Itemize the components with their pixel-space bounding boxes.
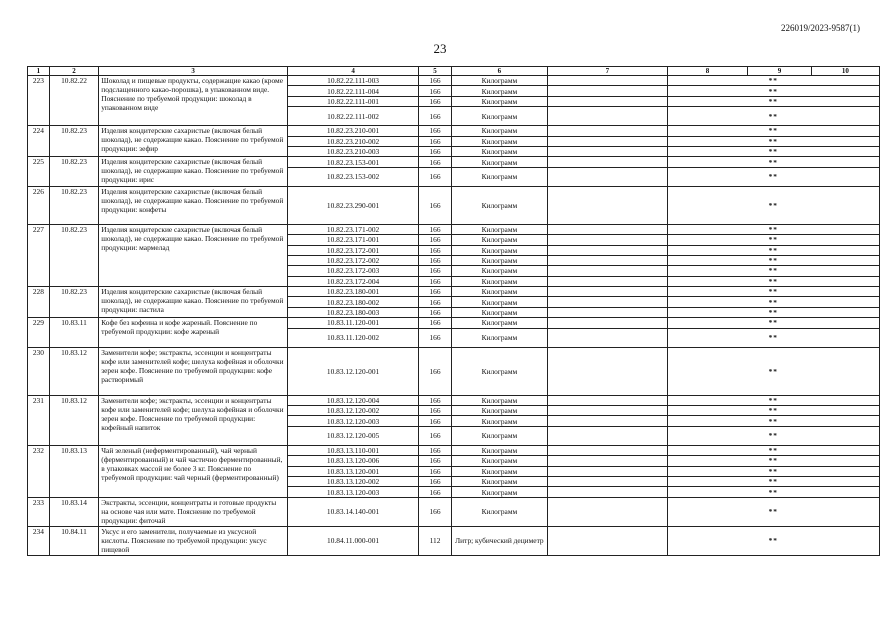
ktru-code-cell: 10.82.23.172-001 [287, 245, 418, 255]
unit-name-cell: Килограмм [451, 318, 547, 328]
unit-name-cell: Килограмм [451, 347, 547, 395]
product-description-cell: Заменители кофе; экстракты, эссенции и концентраты кофе или заменителей кофе; шелуха кофейная и оболочки зерен кофе. Пояснение по требуемой продукции: кофе растворимый [99, 347, 288, 395]
unit-name-cell: Литр; кубический дециметр [451, 526, 547, 555]
okei-code-cell: 166 [419, 126, 451, 136]
row-number-cell: 230 [28, 347, 50, 395]
column-header: 10 [811, 67, 879, 76]
ktru-code-cell: 10.83.13.120-003 [287, 487, 418, 497]
row-number-cell: 224 [28, 126, 50, 157]
empty-cell [548, 307, 668, 317]
empty-cell [548, 347, 668, 395]
empty-cell [548, 466, 668, 476]
mark-cell: ** [667, 466, 879, 476]
ktru-code-cell: 10.82.22.111-002 [287, 107, 418, 126]
mark-cell: ** [667, 456, 879, 466]
unit-name-cell: Килограмм [451, 328, 547, 347]
okei-code-cell: 166 [419, 235, 451, 245]
empty-cell [548, 126, 668, 136]
table-row [28, 126, 880, 136]
mark-cell: ** [667, 318, 879, 328]
unit-name-cell: Килограмм [451, 416, 547, 426]
empty-cell [548, 497, 668, 526]
mark-cell: ** [667, 328, 879, 347]
products-table [27, 66, 880, 556]
product-description-cell: Уксус и его заменители, получаемые из уксусной кислоты. Пояснение по требуемой продукции: уксус пищевой [99, 526, 288, 555]
product-description-cell: Кофе без кофеина и кофе жареный. Пояснение по требуемой продукции: кофе жареный [99, 318, 288, 347]
product-description-cell: Изделия кондитерские сахаристые (включая белый шоколад), не содержащие какао. Пояснение по требуемой продукции: конфеты [99, 186, 288, 224]
column-header: 3 [99, 67, 288, 76]
column-header: 7 [548, 67, 668, 76]
okei-code-cell: 166 [419, 224, 451, 234]
ktru-code-cell: 10.83.13.120-002 [287, 476, 418, 486]
column-header: 8 [667, 67, 748, 76]
okei-code-cell: 166 [419, 76, 451, 86]
okei-code-cell: 166 [419, 406, 451, 416]
ktru-code-cell: 10.82.23.153-002 [287, 167, 418, 186]
okpd-code-cell: 10.83.12 [49, 395, 98, 445]
table-body [28, 76, 880, 556]
ktru-code-cell: 10.82.23.171-001 [287, 235, 418, 245]
row-number-cell: 231 [28, 395, 50, 445]
mark-cell: ** [667, 255, 879, 265]
okei-code-cell: 166 [419, 287, 451, 297]
unit-name-cell: Килограмм [451, 395, 547, 405]
unit-name-cell: Килограмм [451, 126, 547, 136]
table-row [28, 186, 880, 224]
unit-name-cell: Килограмм [451, 245, 547, 255]
ktru-code-cell: 10.83.13.120-001 [287, 466, 418, 476]
ktru-code-cell: 10.82.23.180-002 [287, 297, 418, 307]
table-row [28, 395, 880, 405]
row-number-cell: 232 [28, 445, 50, 497]
ktru-code-cell: 10.82.23.290-001 [287, 186, 418, 224]
mark-cell: ** [667, 146, 879, 156]
mark-cell: ** [667, 297, 879, 307]
empty-cell [548, 395, 668, 405]
ktru-code-cell: 10.83.12.120-003 [287, 416, 418, 426]
empty-cell [548, 526, 668, 555]
empty-cell [548, 416, 668, 426]
okei-code-cell: 166 [419, 445, 451, 455]
okpd-code-cell: 10.82.23 [49, 287, 98, 318]
empty-cell [548, 245, 668, 255]
mark-cell: ** [667, 245, 879, 255]
product-description-cell: Заменители кофе; экстракты, эссенции и концентраты кофе или заменителей кофе; шелуха кофейная и оболочки зерен кофе. Пояснение по требуемой продукции: кофейный напиток [99, 395, 288, 445]
okei-code-cell: 166 [419, 276, 451, 286]
unit-name-cell: Килограмм [451, 96, 547, 106]
empty-cell [548, 224, 668, 234]
unit-name-cell: Килограмм [451, 466, 547, 476]
okei-code-cell: 166 [419, 416, 451, 426]
okpd-code-cell: 10.82.23 [49, 186, 98, 224]
unit-name-cell: Килограмм [451, 255, 547, 265]
unit-name-cell: Килограмм [451, 456, 547, 466]
empty-cell [548, 136, 668, 146]
ktru-code-cell: 10.83.12.120-004 [287, 395, 418, 405]
mark-cell: ** [667, 287, 879, 297]
okei-code-cell: 166 [419, 107, 451, 126]
unit-name-cell: Килограмм [451, 235, 547, 245]
empty-cell [548, 487, 668, 497]
ktru-code-cell: 10.83.11.120-001 [287, 318, 418, 328]
empty-cell [548, 96, 668, 106]
empty-cell [548, 456, 668, 466]
unit-name-cell: Килограмм [451, 167, 547, 186]
row-number-cell: 233 [28, 497, 50, 526]
table-row [28, 287, 880, 297]
okei-code-cell: 166 [419, 266, 451, 276]
empty-cell [548, 157, 668, 167]
mark-cell: ** [667, 136, 879, 146]
row-number-cell: 228 [28, 287, 50, 318]
product-description-cell: Изделия кондитерские сахаристые (включая белый шоколад), не содержащие какао. Пояснение по требуемой продукции: мармелад [99, 224, 288, 286]
okei-code-cell: 166 [419, 307, 451, 317]
mark-cell: ** [667, 266, 879, 276]
ktru-code-cell: 10.83.13.110-001 [287, 445, 418, 455]
row-number-cell: 229 [28, 318, 50, 347]
product-description-cell: Изделия кондитерские сахаристые (включая белый шоколад), не содержащие какао. Пояснение по требуемой продукции: зефир [99, 126, 288, 157]
okpd-code-cell: 10.83.13 [49, 445, 98, 497]
okei-code-cell: 166 [419, 167, 451, 186]
table-row [28, 347, 880, 395]
row-number-cell: 234 [28, 526, 50, 555]
ktru-code-cell: 10.83.14.140-001 [287, 497, 418, 526]
empty-cell [548, 426, 668, 445]
okei-code-cell: 166 [419, 318, 451, 328]
okei-code-cell: 166 [419, 86, 451, 96]
okei-code-cell: 166 [419, 136, 451, 146]
mark-cell: ** [667, 395, 879, 405]
product-description-cell: Шоколад и пищевые продукты, содержащие какао (кроме подслащенного какао-порошка), в упакованном виде. Пояснение по требуемой продукции: шоколад в упакованном виде [99, 76, 288, 126]
table-row [28, 157, 880, 167]
ktru-code-cell: 10.82.23.210-003 [287, 146, 418, 156]
ktru-code-cell: 10.83.11.120-002 [287, 328, 418, 347]
product-description-cell: Изделия кондитерские сахаристые (включая белый шоколад), не содержащие какао. Пояснение по требуемой продукции: ирис [99, 157, 288, 186]
mark-cell: ** [667, 107, 879, 126]
ktru-code-cell: 10.82.22.111-003 [287, 76, 418, 86]
column-header: 6 [451, 67, 547, 76]
okei-code-cell: 166 [419, 476, 451, 486]
okei-code-cell: 166 [419, 328, 451, 347]
okei-code-cell: 166 [419, 426, 451, 445]
unit-name-cell: Килограмм [451, 76, 547, 86]
table-row [28, 526, 880, 555]
product-description-cell: Изделия кондитерские сахаристые (включая белый шоколад), не содержащие какао. Пояснение по требуемой продукции: пастила [99, 287, 288, 318]
unit-name-cell: Килограмм [451, 445, 547, 455]
unit-name-cell: Килограмм [451, 224, 547, 234]
okei-code-cell: 166 [419, 255, 451, 265]
okei-code-cell: 166 [419, 395, 451, 405]
row-number-cell: 226 [28, 186, 50, 224]
mark-cell: ** [667, 167, 879, 186]
mark-cell: ** [667, 96, 879, 106]
unit-name-cell: Килограмм [451, 266, 547, 276]
column-header: 2 [49, 67, 98, 76]
row-number-cell: 227 [28, 224, 50, 286]
ktru-code-cell: 10.82.23.180-001 [287, 287, 418, 297]
unit-name-cell: Килограмм [451, 476, 547, 486]
row-number-cell: 223 [28, 76, 50, 126]
mark-cell: ** [667, 445, 879, 455]
mark-cell: ** [667, 235, 879, 245]
okei-code-cell: 166 [419, 456, 451, 466]
column-header: 5 [419, 67, 451, 76]
mark-cell: ** [667, 86, 879, 96]
empty-cell [548, 146, 668, 156]
okpd-code-cell: 10.83.14 [49, 497, 98, 526]
mark-cell: ** [667, 347, 879, 395]
table-row [28, 76, 880, 86]
okei-code-cell: 166 [419, 466, 451, 476]
okei-code-cell: 166 [419, 245, 451, 255]
okei-code-cell: 112 [419, 526, 451, 555]
unit-name-cell: Килограмм [451, 186, 547, 224]
ktru-code-cell: 10.83.12.120-002 [287, 406, 418, 416]
column-header: 1 [28, 67, 50, 76]
table-row [28, 497, 880, 526]
unit-name-cell: Килограмм [451, 107, 547, 126]
mark-cell: ** [667, 526, 879, 555]
row-number-cell: 225 [28, 157, 50, 186]
mark-cell: ** [667, 487, 879, 497]
empty-cell [548, 406, 668, 416]
mark-cell: ** [667, 426, 879, 445]
empty-cell [548, 235, 668, 245]
empty-cell [548, 107, 668, 126]
ktru-code-cell: 10.82.23.171-002 [287, 224, 418, 234]
ktru-code-cell: 10.83.12.120-005 [287, 426, 418, 445]
unit-name-cell: Килограмм [451, 136, 547, 146]
mark-cell: ** [667, 276, 879, 286]
ktru-code-cell: 10.83.13.120-006 [287, 456, 418, 466]
mark-cell: ** [667, 416, 879, 426]
empty-cell [548, 186, 668, 224]
okei-code-cell: 166 [419, 497, 451, 526]
unit-name-cell: Килограмм [451, 276, 547, 286]
empty-cell [548, 276, 668, 286]
okei-code-cell: 166 [419, 297, 451, 307]
mark-cell: ** [667, 307, 879, 317]
unit-name-cell: Килограмм [451, 487, 547, 497]
unit-name-cell: Килограмм [451, 497, 547, 526]
unit-name-cell: Килограмм [451, 86, 547, 96]
unit-name-cell: Килограмм [451, 426, 547, 445]
okpd-code-cell: 10.82.23 [49, 157, 98, 186]
unit-name-cell: Килограмм [451, 287, 547, 297]
empty-cell [548, 297, 668, 307]
ktru-code-cell: 10.82.23.153-001 [287, 157, 418, 167]
unit-name-cell: Килограмм [451, 406, 547, 416]
ktru-code-cell: 10.82.23.210-002 [287, 136, 418, 146]
mark-cell: ** [667, 186, 879, 224]
table-row [28, 318, 880, 328]
ktru-code-cell: 10.82.23.172-004 [287, 276, 418, 286]
mark-cell: ** [667, 497, 879, 526]
okei-code-cell: 166 [419, 186, 451, 224]
empty-cell [548, 266, 668, 276]
table-row [28, 224, 880, 234]
okpd-code-cell: 10.82.22 [49, 76, 98, 126]
ktru-code-cell: 10.82.23.172-003 [287, 266, 418, 276]
header-row [28, 67, 880, 76]
okei-code-cell: 166 [419, 347, 451, 395]
mark-cell: ** [667, 76, 879, 86]
empty-cell [548, 328, 668, 347]
table-row [28, 445, 880, 455]
okpd-code-cell: 10.83.11 [49, 318, 98, 347]
mark-cell: ** [667, 476, 879, 486]
empty-cell [548, 445, 668, 455]
okei-code-cell: 166 [419, 157, 451, 167]
okpd-code-cell: 10.82.23 [49, 126, 98, 157]
mark-cell: ** [667, 157, 879, 167]
ktru-code-cell: 10.82.22.111-004 [287, 86, 418, 96]
okei-code-cell: 166 [419, 487, 451, 497]
mark-cell: ** [667, 224, 879, 234]
mark-cell: ** [667, 406, 879, 416]
column-header: 4 [287, 67, 418, 76]
ktru-code-cell: 10.82.23.210-001 [287, 126, 418, 136]
document-number: 226019/2023-9587(1) [781, 23, 860, 33]
empty-cell [548, 476, 668, 486]
page-number: 23 [433, 41, 447, 56]
unit-name-cell: Килограмм [451, 146, 547, 156]
unit-name-cell: Килограмм [451, 297, 547, 307]
unit-name-cell: Килограмм [451, 307, 547, 317]
mark-cell: ** [667, 126, 879, 136]
okpd-code-cell: 10.84.11 [49, 526, 98, 555]
okei-code-cell: 166 [419, 96, 451, 106]
column-header: 9 [748, 67, 811, 76]
ktru-code-cell: 10.82.23.180-003 [287, 307, 418, 317]
ktru-code-cell: 10.83.12.120-001 [287, 347, 418, 395]
empty-cell [548, 167, 668, 186]
empty-cell [548, 255, 668, 265]
okei-code-cell: 166 [419, 146, 451, 156]
ktru-code-cell: 10.84.11.000-001 [287, 526, 418, 555]
okpd-code-cell: 10.82.23 [49, 224, 98, 286]
ktru-code-cell: 10.82.22.111-001 [287, 96, 418, 106]
product-description-cell: Экстракты, эссенции, концентраты и готовые продукты на основе чая или мате. Пояснение по требуемой продукции: фиточай [99, 497, 288, 526]
empty-cell [548, 76, 668, 86]
unit-name-cell: Килограмм [451, 157, 547, 167]
ktru-code-cell: 10.82.23.172-002 [287, 255, 418, 265]
empty-cell [548, 86, 668, 96]
okpd-code-cell: 10.83.12 [49, 347, 98, 395]
product-description-cell: Чай зеленый (неферментированный), чай черный (ферментированный) и чай частично ферментированный, в упаковках массой не более 3 кг. Пояснение по требуемой продукции: чай черный (ферментированный) [99, 445, 288, 497]
empty-cell [548, 287, 668, 297]
empty-cell [548, 318, 668, 328]
